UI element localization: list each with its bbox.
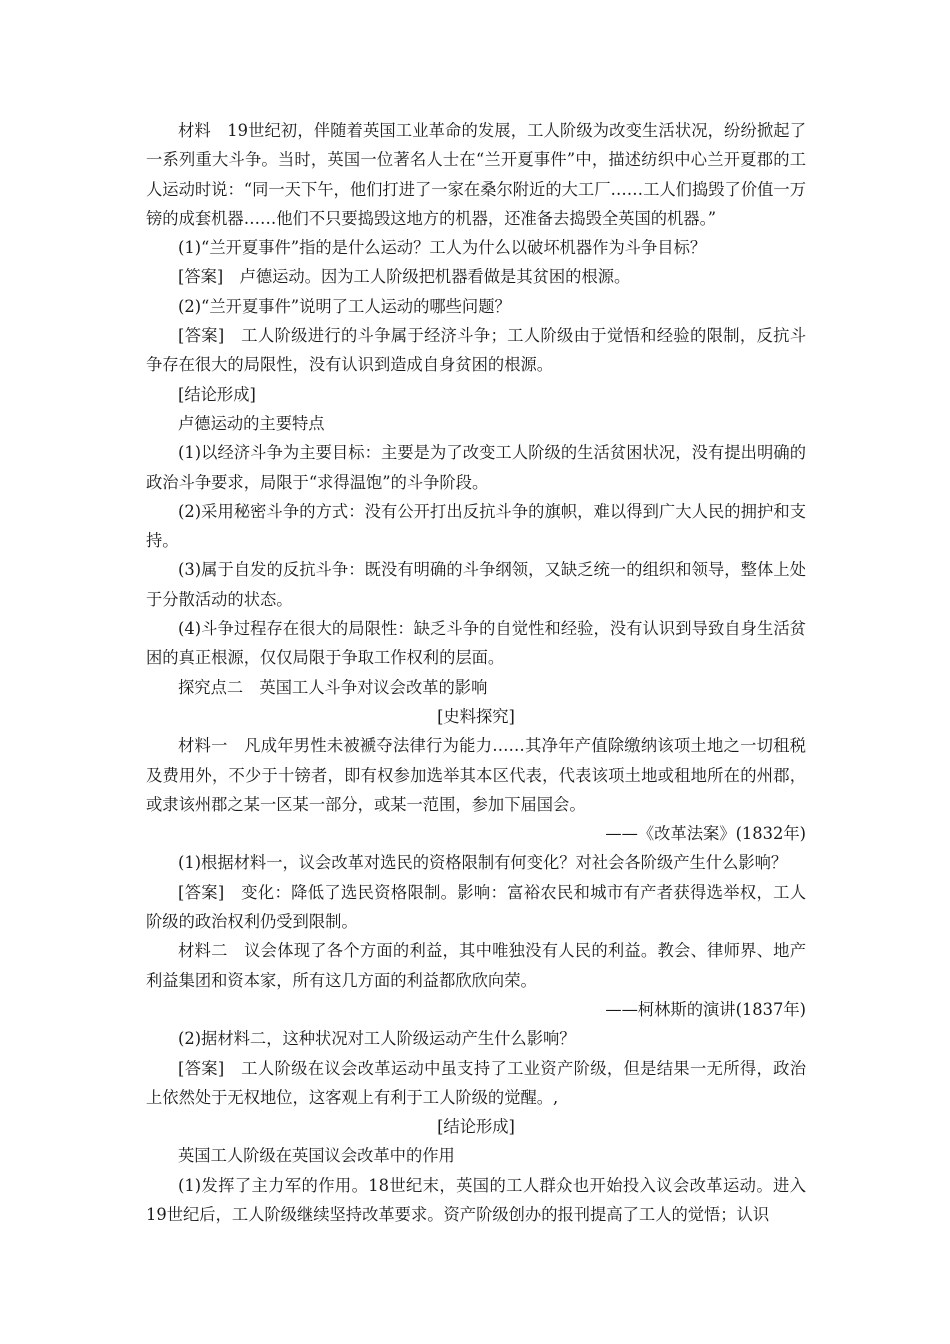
document-page (146, 116, 806, 1229)
material-one-source: ——《改革法案》(1832年) (605, 824, 806, 844)
answer-4: [答案] 工人阶级在议会改革运动中虽支持了工业资产阶级，但是结果一无所得，政治上依然处于无权地位，这客观上有利于工人阶级的觉醒。, (146, 1058, 806, 1107)
answer-2: [答案] 工人阶级进行的斗争属于经济斗争；工人阶级由于觉悟和经验的限制，反抗斗争存在很大的局限性，没有认识到造成自身贫困的根源。 (146, 326, 806, 375)
section-title-2: 探究点二 英国工人斗争对议会改革的影响 (178, 677, 488, 697)
conclusion-item-1: (1)以经济斗争为主要目标：主要是为了改变工人阶级的生活贫困状况，没有提出明确的政治斗争要求，局限于“求得温饱”的斗争阶段。 (146, 443, 806, 492)
conclusion-item-2: (2)采用秘密斗争的方式：没有公开打出反抗斗争的旗帜，难以得到广大人民的拥护和支持。 (146, 501, 806, 551)
question-2: (2)“兰开夏事件”说明了工人运动的哪些问题？ (178, 296, 511, 316)
material-two: 材料二 议会体现了各个方面的利益，其中唯独没有人民的利益。教会、律师界、地产利益集团和资本家，所有这几方面的利益都欣欣向荣。 (146, 941, 806, 990)
question-3: (1)根据材料一，议会改革对选民的资格限制有何变化？对社会各阶级产生什么影响？ (178, 853, 788, 873)
conclusion-title-1: 卢德运动的主要特点 (178, 413, 325, 433)
question-4: (2)据材料二，这种状况对工人阶级运动产生什么影响？ (178, 1029, 576, 1049)
answer-1: [答案] 卢德运动。因为工人阶级把机器看做是其贫困的根源。 (178, 267, 631, 287)
conclusion-title-2: 英国工人阶级在英国议会改革中的作用 (178, 1146, 455, 1166)
conclusion-heading-2: [结论形成] (437, 1117, 515, 1137)
conclusion-heading-1: [结论形成] (178, 384, 256, 404)
conclusion-item-5: (1)发挥了主力军的作用。18世纪末，英国的工人群众也开始投入议会改革运动。进入19世纪后，工人阶级继续坚持改革要求。资产阶级创办的报刊提高了工人的觉悟；认识 (146, 1175, 806, 1224)
answer-3: [答案] 变化：降低了选民资格限制。影响：富裕农民和城市有产者获得选举权，工人阶级的政治权利仍受到限制。 (146, 882, 806, 932)
material-paragraph: 材料 19世纪初，伴随着英国工业革命的发展，工人阶级为改变生活状况，纷纷掀起了一系列重大斗争。当时，英国一位著名人士在“兰开夏事件”中，描述纺织中心兰开夏郡的工人运动时说：“同一天下午，他们打进了一家在桑尔附近的大工厂……工人们捣毁了价值一万镑的成套机器……他们不只要捣毁这地方的机器，还准备去捣毁全英国的机器。” (146, 121, 806, 228)
conclusion-item-4: (4)斗争过程存在很大的局限性：缺乏斗争的自觉性和经验，没有认识到导致自身生活贫困的真正根源，仅仅局限于争取工作权利的层面。 (146, 619, 806, 668)
question-1: (1)“兰开夏事件”指的是什么运动？工人为什么以破坏机器作为斗争目标？ (178, 238, 707, 258)
history-heading: [史料探究] (437, 706, 515, 726)
conclusion-item-3: (3)属于自发的反抗斗争：既没有明确的斗争纲领，又缺乏统一的组织和领导，整体上处于分散活动的状态。 (146, 560, 806, 609)
material-one: 材料一 凡成年男性未被褫夺法律行为能力……其净年产值除缴纳该项土地之一切租税及费用外，不少于十镑者，即有权参加选举其本区代表，代表该项土地或租地所在的州郡，或隶该州郡之某一区某一部分，或某一范围，参加下届国会。 (146, 736, 806, 814)
material-two-source: ——柯林斯的演讲(1837年) (605, 999, 806, 1019)
